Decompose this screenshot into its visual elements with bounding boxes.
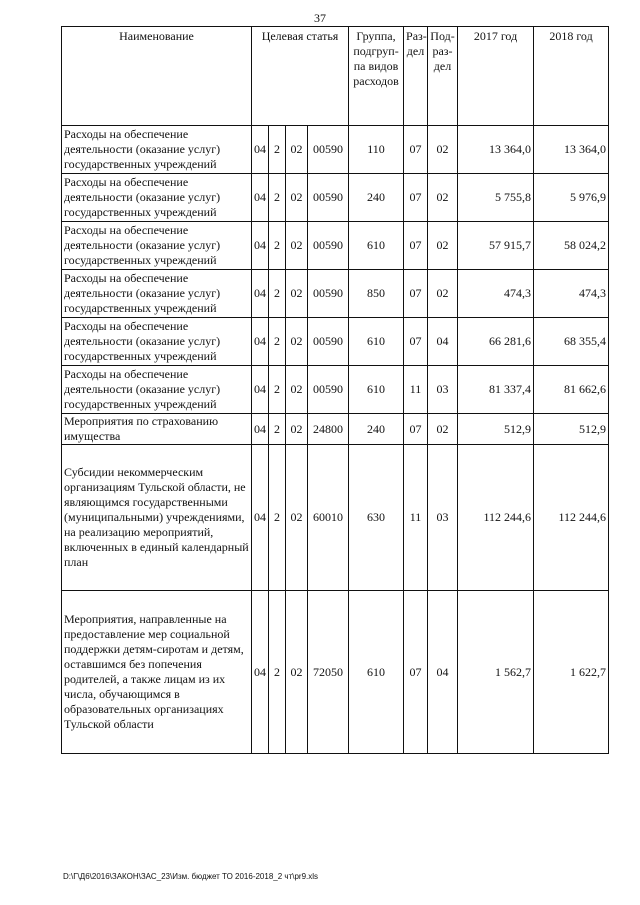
amount-2018: 81 662,6 — [534, 366, 609, 414]
row-name: Расходы на обеспечение деятельности (оказание услуг) государственных учреждений — [62, 174, 252, 222]
target-part-3: 02 — [286, 318, 308, 366]
expense-group: 610 — [349, 222, 404, 270]
expense-group: 630 — [349, 445, 404, 591]
table-row — [62, 366, 609, 414]
subsection: 03 — [428, 366, 458, 414]
subsection: 02 — [428, 126, 458, 174]
expense-group: 610 — [349, 591, 404, 754]
target-part-4: 00590 — [308, 270, 349, 318]
target-part-3: 02 — [286, 591, 308, 754]
section: 07 — [404, 270, 428, 318]
row-name: Расходы на обеспечение деятельности (оказание услуг) государственных учреждений — [62, 366, 252, 414]
section: 07 — [404, 591, 428, 754]
page-number: 37 — [314, 11, 326, 25]
budget-table — [61, 26, 609, 754]
table-header — [62, 27, 609, 126]
subsection: 02 — [428, 270, 458, 318]
header-2018: 2018 год — [534, 27, 609, 126]
table-row — [62, 174, 609, 222]
target-part-4: 60010 — [308, 445, 349, 591]
amount-2017: 512,9 — [458, 414, 534, 445]
table-row — [62, 126, 609, 174]
target-part-2: 2 — [269, 445, 286, 591]
amount-2017: 57 915,7 — [458, 222, 534, 270]
section: 07 — [404, 318, 428, 366]
target-part-2: 2 — [269, 414, 286, 445]
section: 07 — [404, 414, 428, 445]
row-name: Мероприятия, направленные на предоставление мер социальной поддержки детям-сиротам и детям, оставшимся без попечения родителей, а также лицам из их числа, обучающимся в образовательных организациях Тульской области — [62, 591, 252, 754]
subsection: 03 — [428, 445, 458, 591]
target-part-1: 04 — [252, 222, 269, 270]
amount-2017: 474,3 — [458, 270, 534, 318]
target-part-1: 04 — [252, 414, 269, 445]
target-part-2: 2 — [269, 366, 286, 414]
subsection: 02 — [428, 222, 458, 270]
subsection: 02 — [428, 414, 458, 445]
target-part-3: 02 — [286, 414, 308, 445]
expense-group: 610 — [349, 318, 404, 366]
row-name: Расходы на обеспечение деятельности (оказание услуг) государственных учреждений — [62, 270, 252, 318]
amount-2018: 512,9 — [534, 414, 609, 445]
table-row — [62, 270, 609, 318]
target-part-4: 24800 — [308, 414, 349, 445]
target-part-1: 04 — [252, 318, 269, 366]
row-name: Расходы на обеспечение деятельности (оказание услуг) государственных учреждений — [62, 126, 252, 174]
amount-2018: 1 622,7 — [534, 591, 609, 754]
target-part-3: 02 — [286, 222, 308, 270]
section: 07 — [404, 222, 428, 270]
amount-2018: 5 976,9 — [534, 174, 609, 222]
header-target-article: Целевая статья — [252, 27, 349, 126]
table-row — [62, 222, 609, 270]
amount-2018: 474,3 — [534, 270, 609, 318]
target-part-3: 02 — [286, 445, 308, 591]
target-part-1: 04 — [252, 126, 269, 174]
amount-2017: 5 755,8 — [458, 174, 534, 222]
target-part-2: 2 — [269, 222, 286, 270]
target-part-1: 04 — [252, 591, 269, 754]
target-part-4: 00590 — [308, 318, 349, 366]
section: 07 — [404, 174, 428, 222]
target-part-3: 02 — [286, 366, 308, 414]
header-2017: 2017 год — [458, 27, 534, 126]
header-name: Наименование — [62, 27, 252, 126]
target-part-1: 04 — [252, 174, 269, 222]
target-part-4: 00590 — [308, 222, 349, 270]
footer-file-path: D:\Г\Д6\2016\ЗАКОН\ЗАС_23\Изм. бюджет ТО 2016-2018_2 чт\pr9.xls — [63, 872, 319, 881]
target-part-4: 00590 — [308, 126, 349, 174]
expense-group: 850 — [349, 270, 404, 318]
target-part-2: 2 — [269, 126, 286, 174]
target-part-4: 72050 — [308, 591, 349, 754]
target-part-3: 02 — [286, 174, 308, 222]
subsection: 04 — [428, 591, 458, 754]
target-part-2: 2 — [269, 318, 286, 366]
amount-2017: 81 337,4 — [458, 366, 534, 414]
target-part-4: 00590 — [308, 366, 349, 414]
expense-group: 240 — [349, 174, 404, 222]
amount-2017: 66 281,6 — [458, 318, 534, 366]
expense-group: 610 — [349, 366, 404, 414]
target-part-1: 04 — [252, 445, 269, 591]
table-row — [62, 591, 609, 754]
amount-2017: 1 562,7 — [458, 591, 534, 754]
header-expense-group: Группа, подгруп-па видов расходов — [349, 27, 404, 126]
section: 11 — [404, 366, 428, 414]
section: 11 — [404, 445, 428, 591]
amount-2018: 58 024,2 — [534, 222, 609, 270]
target-part-1: 04 — [252, 270, 269, 318]
amount-2018: 13 364,0 — [534, 126, 609, 174]
target-part-1: 04 — [252, 366, 269, 414]
expense-group: 240 — [349, 414, 404, 445]
subsection: 02 — [428, 174, 458, 222]
target-part-4: 00590 — [308, 174, 349, 222]
target-part-3: 02 — [286, 126, 308, 174]
row-name: Расходы на обеспечение деятельности (оказание услуг) государственных учреждений — [62, 318, 252, 366]
target-part-2: 2 — [269, 591, 286, 754]
amount-2018: 68 355,4 — [534, 318, 609, 366]
subsection: 04 — [428, 318, 458, 366]
amount-2017: 13 364,0 — [458, 126, 534, 174]
amount-2018: 112 244,6 — [534, 445, 609, 591]
row-name: Субсидии некоммерческим организациям Тульской области, не являющимся государственными (муниципальными) учреждениями, на реализацию мероприятий, включенных в единый календарный план — [62, 445, 252, 591]
table-row — [62, 445, 609, 591]
header-section: Раз-дел — [404, 27, 428, 126]
target-part-2: 2 — [269, 174, 286, 222]
target-part-2: 2 — [269, 270, 286, 318]
amount-2017: 112 244,6 — [458, 445, 534, 591]
row-name: Расходы на обеспечение деятельности (оказание услуг) государственных учреждений — [62, 222, 252, 270]
table-row — [62, 414, 609, 445]
target-part-3: 02 — [286, 270, 308, 318]
table-row — [62, 318, 609, 366]
header-subsection: Под-раз-дел — [428, 27, 458, 126]
expense-group: 110 — [349, 126, 404, 174]
row-name: Мероприятия по страхованию имущества — [62, 414, 252, 445]
section: 07 — [404, 126, 428, 174]
